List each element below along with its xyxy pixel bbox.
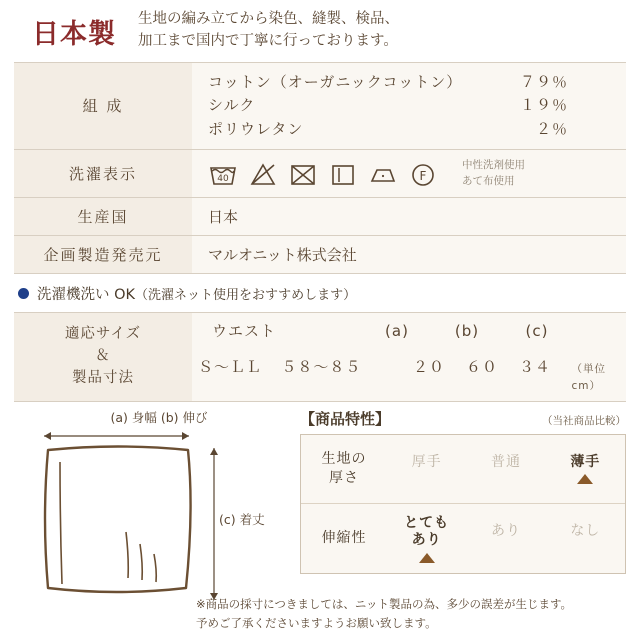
composition-pct: ２％ <box>535 119 568 138</box>
feature-option <box>466 523 545 554</box>
list-item <box>208 71 620 94</box>
feature-label-line2: 厚さ <box>329 470 359 487</box>
feature-option-label: 薄手 <box>570 453 601 470</box>
product-features <box>300 408 626 608</box>
wash-note-line1: 中性洗剤使用 <box>462 158 525 171</box>
composition-label: 組 成 <box>14 63 192 150</box>
feature-options-stretch <box>387 504 625 573</box>
list-item <box>208 118 620 141</box>
composition-name: コットン（オーガニックコットン） <box>208 73 463 91</box>
feature-option <box>546 523 625 554</box>
footnote <box>196 595 626 632</box>
size-value-row <box>192 349 626 401</box>
wash-label: 洗濯表示 <box>14 149 192 198</box>
selection-marker-icon <box>577 474 593 484</box>
features-note: （当社商品比較） <box>542 414 626 427</box>
table-row-wash <box>14 149 626 198</box>
size-label-line2: ＆ <box>95 348 111 365</box>
footnote-line1: ※商品の採寸につきましては、ニット製品の為、多少の誤差が生じます。 <box>196 597 573 612</box>
features-box <box>300 434 626 574</box>
table-row-composition <box>14 63 626 150</box>
feature-row-stretch <box>301 503 625 573</box>
table-row-country <box>14 198 626 236</box>
feature-option <box>466 454 545 485</box>
feature-label-line1: 生地の <box>321 451 367 468</box>
list-item <box>208 94 620 117</box>
maker-label: 企画製造発売元 <box>14 236 192 274</box>
unit-label: （単位cm） <box>571 363 607 393</box>
diagram-side-label: (c) 着丈 <box>219 511 265 527</box>
features-header <box>300 408 626 429</box>
composition-pct: １９％ <box>519 96 568 115</box>
column-header-waist: ウエスト <box>212 322 277 341</box>
size-table <box>14 312 626 402</box>
composition-pct: ７９％ <box>519 73 568 91</box>
features-title: 【商品特性】 <box>300 409 391 428</box>
a-value: ２０ <box>412 358 445 377</box>
wash-notes <box>462 158 525 190</box>
bottom-section <box>0 402 640 608</box>
bullet-icon <box>18 288 29 299</box>
size-label-line1: 適応サイズ <box>64 326 142 343</box>
made-in-japan-title: 日本製 <box>32 18 116 50</box>
dry-clean-f-icon <box>408 159 438 189</box>
no-bleach-icon <box>248 159 278 189</box>
feature-options-thickness <box>387 435 625 504</box>
column-header-c: (c) <box>525 322 549 341</box>
feature-label-stretch <box>301 529 387 548</box>
feature-option-label: 厚手 <box>411 453 442 470</box>
line-dry-icon <box>328 159 358 189</box>
iron-low-icon <box>368 159 398 189</box>
selection-marker-icon <box>419 553 435 563</box>
svg-text:40: 40 <box>217 173 229 184</box>
wash-values <box>192 149 626 198</box>
machine-washable-main: 洗濯機洗い OK <box>37 287 136 304</box>
machine-washable-sub: （洗濯ネット使用をおすすめします） <box>135 288 357 304</box>
wash-symbol-group <box>208 158 620 190</box>
garment-diagram <box>14 408 294 608</box>
composition-name: シルク <box>208 96 256 115</box>
machine-washable-note <box>18 283 640 304</box>
wash-note-line2: あて布使用 <box>462 174 515 187</box>
feature-option <box>387 454 466 485</box>
size-value-cells <box>198 355 620 395</box>
country-value: 日本 <box>192 198 626 236</box>
header-note <box>138 9 399 53</box>
maker-value: マルオニット株式会社 <box>192 236 626 274</box>
feature-option-label: あり <box>490 523 521 540</box>
table-row-maker <box>14 236 626 274</box>
spec-table <box>14 62 626 274</box>
feature-option-label-line1: とても <box>404 514 450 531</box>
waist-value: ５８〜８５ <box>281 358 362 377</box>
wash-40-icon <box>208 159 238 189</box>
diagram-top-label: (a) 身幅 (b) 伸び <box>110 409 208 425</box>
size-header-cells <box>198 319 620 343</box>
c-value: ３４ <box>519 358 552 377</box>
feature-row-thickness <box>301 435 625 504</box>
feature-option-selected <box>387 515 466 563</box>
garment-illustration <box>14 428 294 612</box>
feature-option-label: なし <box>570 523 601 540</box>
feature-label-thickness <box>301 450 387 488</box>
feature-label-line1: 伸縮性 <box>321 530 367 547</box>
footnote-line2: 予めご了承くださいますようお願い致します。 <box>196 615 437 630</box>
feature-option-label-line2: あり <box>411 532 442 549</box>
header-note-line2: 加工まで国内で丁寧に行っております。 <box>138 33 398 49</box>
column-header-a: (a) <box>385 322 409 341</box>
composition-values <box>192 63 626 150</box>
size-label <box>14 313 192 402</box>
svg-text:F: F <box>419 168 427 183</box>
column-header-b: (b) <box>454 322 480 341</box>
table-row-size-header <box>14 313 626 350</box>
feature-option-selected <box>546 454 625 485</box>
composition-name: ポリウレタン <box>208 119 304 138</box>
header-note-line1: 生地の編み立てから染色、縫製、検品、 <box>138 11 399 28</box>
feature-option-label: 普通 <box>490 453 521 470</box>
country-label: 生産国 <box>14 198 192 236</box>
b-value: ６０ <box>466 358 499 377</box>
no-tumble-dry-icon <box>288 159 318 189</box>
header <box>0 0 640 62</box>
size-range-value: Ｓ〜ＬＬ <box>198 358 263 377</box>
size-header-row <box>192 313 626 350</box>
size-label-line3: 製品寸法 <box>72 369 134 386</box>
